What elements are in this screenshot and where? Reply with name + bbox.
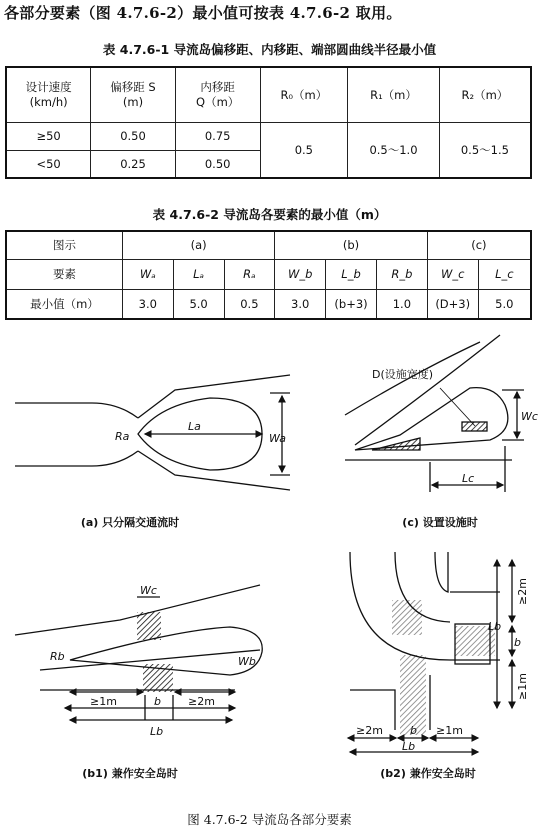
- figure-a: [15, 375, 290, 490]
- element-cell: L_c: [478, 259, 531, 289]
- header-speed: 设计速度 (km/h): [6, 67, 91, 122]
- label-b2-lbv: Lb: [488, 620, 502, 633]
- element-cell: L_b: [326, 259, 377, 289]
- label-figure: 图示: [6, 231, 122, 259]
- label-b2-ge1v: ≥1m: [516, 673, 529, 700]
- figure-caption: 图 4.7.6-2 导流岛各部分要素: [187, 812, 352, 827]
- island-element-figure: [0, 330, 539, 808]
- header-r1: R₁（m）: [348, 67, 440, 122]
- group-c: (c): [427, 231, 531, 259]
- value-cell: (D+3): [427, 289, 478, 319]
- cell-q: 0.50: [175, 150, 260, 178]
- cell-r1: 0.5～1.0: [348, 122, 440, 178]
- label-b2-ge1h: ≥1m: [436, 724, 463, 737]
- figure-b2: [348, 552, 512, 752]
- element-cell: Lₐ: [173, 259, 224, 289]
- element-cell: Wₐ: [122, 259, 173, 289]
- table1-caption: 表 4.7.6-1 导流岛偏移距、内移距、端部圆曲线半径最小值: [102, 42, 437, 57]
- cell-r0: 0.5: [260, 122, 348, 178]
- label-b1-ge2: ≥2m: [188, 695, 215, 708]
- cell-q: 0.75: [175, 122, 260, 150]
- label-b1-ge1: ≥1m: [90, 695, 117, 708]
- cell-r2: 0.5～1.5: [439, 122, 531, 178]
- label-ra: Ra: [115, 430, 130, 443]
- table-island-elements: [5, 230, 532, 320]
- element-cell: R_b: [376, 259, 427, 289]
- element-cell: W_b: [275, 259, 326, 289]
- header-offset-s: 偏移距 S (m): [91, 67, 176, 122]
- label-min-value: 最小值（m）: [6, 289, 122, 319]
- element-cell: W_c: [427, 259, 478, 289]
- label-b1-lb: Lb: [150, 725, 164, 738]
- element-cell: Rₐ: [224, 259, 275, 289]
- caption-b1: (b1) 兼作安全岛时: [82, 767, 178, 780]
- value-cell: 5.0: [173, 289, 224, 319]
- label-b2-ge2h: ≥2m: [356, 724, 383, 737]
- figure-c: [345, 335, 524, 492]
- label-b2-ge2v: ≥2m: [516, 578, 529, 605]
- cell-s: 0.25: [91, 150, 176, 178]
- cell-s: 0.50: [91, 122, 176, 150]
- table-offset-values: [5, 66, 532, 179]
- label-b2-bv: b: [514, 636, 521, 649]
- value-cell: 5.0: [478, 289, 531, 319]
- label-wa: Wa: [269, 432, 287, 445]
- table2-caption: 表 4.7.6-2 导流岛各要素的最小值（m）: [152, 207, 387, 222]
- value-cell: (b+3): [326, 289, 377, 319]
- caption-c: (c) 设置设施时: [402, 516, 478, 529]
- label-lc: Lc: [462, 472, 475, 485]
- value-cell: 3.0: [275, 289, 326, 319]
- intro-paragraph: 各部分要素（图 4.7.6-2）最小值可按表 4.7.6-2 取用。: [4, 4, 402, 22]
- caption-a: (a) 只分隔交通流时: [80, 516, 180, 529]
- label-element: 要素: [6, 259, 122, 289]
- label-b1-b: b: [154, 695, 161, 708]
- label-la: La: [188, 420, 201, 433]
- header-inset-q: 内移距 Q（m）: [175, 67, 260, 122]
- group-a: (a): [122, 231, 274, 259]
- value-cell: 0.5: [224, 289, 275, 319]
- group-b: (b): [275, 231, 427, 259]
- cell-speed: <50: [6, 150, 91, 178]
- label-b1-wc: Wc: [140, 584, 157, 597]
- label-b1-rb: Rb: [50, 650, 65, 663]
- caption-b2: (b2) 兼作安全岛时: [380, 767, 476, 780]
- label-b1-wb: Wb: [238, 655, 256, 668]
- label-wc: Wc: [521, 410, 538, 423]
- label-d: D(设施宽度): [372, 368, 434, 381]
- label-b2-lbh: Lb: [402, 740, 416, 753]
- value-cell: 3.0: [122, 289, 173, 319]
- value-cell: 1.0: [376, 289, 427, 319]
- label-b2-bh: b: [410, 724, 417, 737]
- header-r2: R₂（m）: [439, 67, 531, 122]
- header-r0: R₀（m）: [260, 67, 348, 122]
- cell-speed: ≥50: [6, 122, 91, 150]
